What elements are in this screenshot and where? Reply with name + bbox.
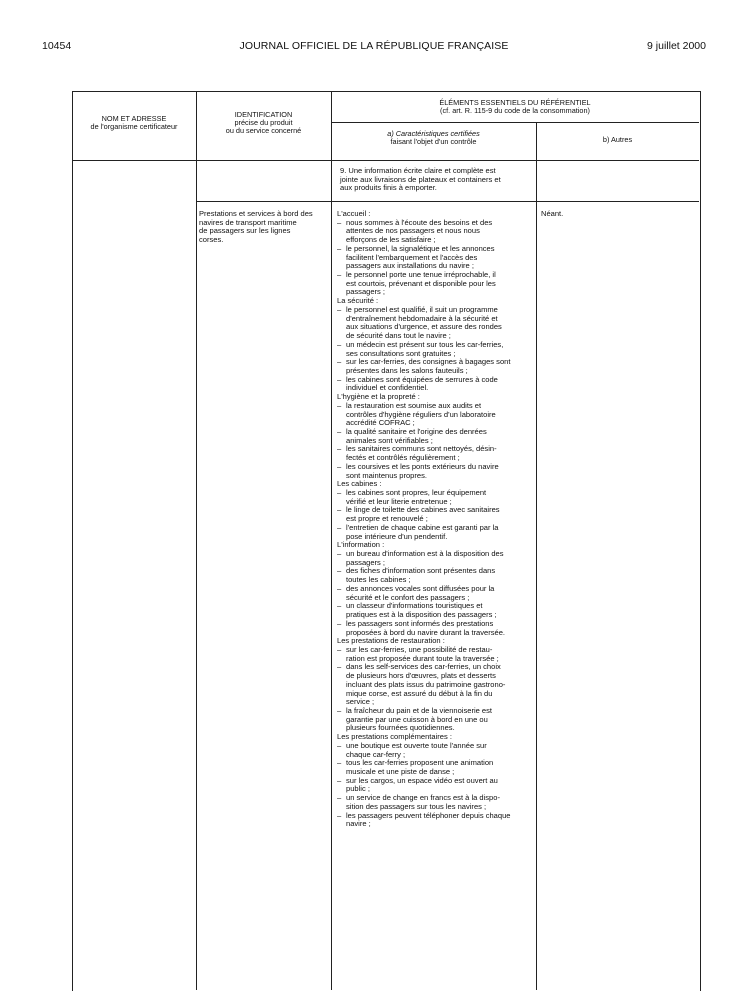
list-item-line: le personnel porte une tenue irréprochable, il: [346, 270, 496, 280]
list-item: [337, 742, 530, 759]
dash-bullet: –: [337, 243, 342, 253]
list-item: [337, 585, 530, 602]
header-organisme: [72, 115, 196, 131]
row1-line: aux produits finis à emporter.: [340, 183, 437, 193]
dash-bullet: –: [337, 217, 342, 227]
list-item-line: passagers ;: [346, 287, 386, 297]
row-divider: [72, 160, 699, 161]
dash-bullet: –: [337, 758, 342, 768]
list-item-text: [346, 271, 530, 297]
dash-bullet: –: [337, 461, 342, 471]
list-item-text: [346, 742, 530, 759]
list-item-line: sur les car-ferries, des consignes à bagages sont: [346, 357, 511, 367]
list-item: [337, 506, 530, 523]
list-item: [337, 219, 530, 245]
dash-bullet: –: [337, 374, 342, 384]
dash-bullet: –: [337, 426, 342, 436]
list-item-text: [346, 646, 530, 663]
dash-bullet: –: [337, 740, 342, 750]
list-item-text: [346, 550, 530, 567]
product-line: Prestations et services à bord des: [199, 209, 313, 218]
list-item: [337, 271, 530, 297]
list-item: [337, 777, 530, 794]
section-heading: Les cabines :: [337, 479, 382, 489]
list-item-line: un service de change en francs est à la dispo-: [346, 793, 500, 803]
column-divider: [331, 91, 332, 990]
list-item-line: un médecin est présent sur tous les car-ferries,: [346, 339, 504, 349]
list-item-line: sition des passagers sur tous les navires ;: [346, 801, 487, 811]
list-item-line: passagers ;: [346, 557, 386, 567]
list-item-text: [346, 794, 530, 811]
row1-line: jointe aux livraisons de plateaux et containers et: [340, 174, 501, 184]
column-divider: [196, 91, 197, 990]
list-item-text: [346, 567, 530, 584]
list-item: [337, 602, 530, 619]
dash-bullet: –: [337, 601, 342, 611]
list-item-text: [346, 306, 530, 341]
list-item: [337, 812, 530, 829]
list-item: [337, 550, 530, 567]
list-item: [337, 759, 530, 776]
list-item-line: la fraîcheur du pain et de la viennoiserie est: [346, 705, 492, 715]
list-item-text: [346, 620, 530, 637]
list-item-text: [346, 376, 530, 393]
list-item-line: attentes de nos passagers et nous nous: [346, 226, 480, 236]
list-item-line: contrôles d'hygiène réguliers d'un laboratoire: [346, 409, 496, 419]
dash-bullet: –: [337, 488, 342, 497]
product-line: corses.: [199, 235, 224, 245]
page-number: 10454: [42, 40, 72, 52]
list-item-line: d'entraînement hebdomadaire à la sécurité et: [346, 313, 498, 323]
row2-characteristics: [337, 210, 530, 829]
list-item-text: [346, 219, 530, 245]
list-item: [337, 567, 530, 584]
journal-title: JOURNAL OFFICIEL DE LA RÉPUBLIQUE FRANÇAISE: [239, 40, 509, 52]
list-item-line: tous les car-ferries proposent une animation: [346, 758, 494, 768]
list-item: [337, 707, 530, 733]
row-divider: [331, 122, 699, 123]
header-identification-line3: ou du service concerné: [225, 126, 302, 136]
row2-other: Néant.: [541, 209, 564, 218]
list-item-text: [346, 428, 530, 445]
list-item-line: chaque car-ferry ;: [346, 749, 406, 759]
list-item-line: aux situations d'urgence, et assure des rondes: [346, 322, 502, 332]
list-item-line: facilitent l'embarquement et l'accès des: [346, 252, 478, 262]
dash-bullet: –: [337, 810, 342, 820]
dash-bullet: –: [337, 566, 342, 576]
list-item-line: les sanitaires communs sont nettoyés, désin-: [346, 444, 497, 454]
list-item-line: individuel et confidentiel.: [346, 383, 429, 393]
list-item-line: le personnel est qualifié, il suit un programme: [346, 304, 498, 314]
dash-bullet: –: [337, 644, 342, 654]
row1-line: 9. Une information écrite claire et complète est: [340, 166, 496, 175]
list-item-text: [346, 777, 530, 794]
list-item-line: les cabines sont équipées de serrures à code: [346, 374, 498, 384]
list-item-line: sont maintenus propres.: [346, 470, 427, 480]
dash-bullet: –: [337, 705, 342, 715]
list-item-line: de plusieurs hors d'œuvres, plats et desserts: [346, 671, 496, 681]
list-item: [337, 402, 530, 428]
dash-bullet: –: [337, 270, 342, 280]
list-item-line: service ;: [346, 697, 375, 707]
list-item-text: [346, 602, 530, 619]
dash-bullet: –: [337, 549, 342, 559]
section-heading: L'information :: [337, 540, 385, 550]
list-item-line: efforçons de les satisfaire ;: [346, 235, 436, 245]
list-item-line: est propre et renouvelé ;: [346, 514, 428, 524]
list-item-text: [346, 358, 530, 375]
row2-product: [199, 210, 327, 245]
list-item-line: des fiches d'information sont présentes dans: [346, 566, 496, 576]
dash-bullet: –: [337, 583, 342, 593]
list-item-line: accrédité COFRAC ;: [346, 418, 415, 428]
list-item-line: l'entretien de chaque cabine est garanti par la: [346, 522, 499, 532]
header-sub-a-line2: faisant l'objet d'un contrôle: [390, 137, 477, 147]
list-item-line: sécurité et le confort des passagers ;: [346, 592, 470, 602]
header-identification-line1: IDENTIFICATION: [234, 110, 293, 119]
list-item-text: [346, 524, 530, 541]
list-item: [337, 376, 530, 393]
header-organisme-line2: de l'organisme certificateur: [90, 122, 178, 132]
list-item-line: les coursives et les ponts extérieurs du navire: [346, 461, 499, 471]
list-item-line: pose intérieure d'un pendentif.: [346, 531, 448, 541]
list-item: [337, 663, 530, 707]
list-item-line: animales sont vérifiables ;: [346, 435, 433, 445]
list-item-line: garantie par une cuisson à bord en une ou: [346, 714, 488, 724]
list-item: [337, 245, 530, 271]
list-item-line: dans les self-services des car-ferries, un choix: [346, 662, 501, 672]
header-sub-b-label: b) Autres: [602, 135, 633, 144]
product-line: de passagers sur les lignes: [199, 226, 291, 236]
list-item-line: plusieurs fournées quotidiennes.: [346, 723, 455, 733]
dash-bullet: –: [337, 400, 342, 410]
list-item-line: présentes dans les salons fauteuils ;: [346, 365, 468, 375]
list-item-line: musicale et une piste de danse ;: [346, 767, 455, 776]
list-item: [337, 524, 530, 541]
list-item-line: public ;: [346, 784, 370, 794]
list-item-text: [346, 489, 530, 506]
header-sub-a-line1: a) Caractéristiques certifiées: [387, 129, 480, 138]
list-item-line: nous sommes à l'écoute des besoins et des: [346, 217, 493, 227]
list-item-text: [346, 585, 530, 602]
list-item-line: vérifié et leur literie entretenue ;: [346, 496, 452, 506]
list-item: [337, 794, 530, 811]
list-item-text: [346, 812, 530, 829]
list-item-line: pratiques est à la disposition des passagers ;: [346, 610, 497, 620]
dash-bullet: –: [337, 775, 342, 785]
row1-characteristics: [340, 167, 528, 193]
dash-bullet: –: [337, 793, 342, 803]
list-item-text: [346, 759, 530, 776]
list-item-text: [346, 245, 530, 271]
list-item-line: les passagers sont informés des prestations: [346, 618, 494, 628]
list-item-line: navire ;: [346, 819, 371, 829]
list-item-line: les passagers peuvent téléphoner depuis chaque: [346, 810, 511, 820]
header-elements: [331, 99, 699, 115]
header-elements-line2: (cf. art. R. 115-9 du code de la consommation): [440, 106, 590, 116]
list-item: [337, 646, 530, 663]
header-sub-a: [331, 130, 536, 146]
section-heading: Les prestations complémentaires :: [337, 732, 452, 742]
list-item-line: un bureau d'information est à la disposition des: [346, 549, 504, 559]
dash-bullet: –: [337, 444, 342, 454]
header-sub-b: [536, 136, 699, 144]
list-item-line: une boutique est ouverte toute l'année sur: [346, 740, 487, 750]
column-divider: [536, 122, 537, 990]
list-item-line: toutes les cabines ;: [346, 575, 411, 585]
list-item-line: mique corse, est assuré du début à la fin du: [346, 688, 493, 698]
list-item-text: [346, 707, 530, 733]
list-item-line: le personnel, la signalétique et les annonces: [346, 243, 495, 253]
list-item-line: la restauration est soumise aux audits et: [346, 400, 482, 410]
list-item: [337, 489, 530, 506]
dash-bullet: –: [337, 304, 342, 314]
list-item: [337, 358, 530, 375]
header-elements-line1: ÉLÉMENTS ESSENTIELS DU RÉFÉRENTIEL: [439, 98, 591, 107]
list-item: [337, 463, 530, 480]
list-item-line: ses consultations sont gratuites ;: [346, 348, 456, 358]
list-item: [337, 306, 530, 341]
header-identification-line2: précise du produit: [234, 118, 293, 128]
list-item-text: [346, 463, 530, 480]
product-line: navires de transport maritime: [199, 217, 297, 227]
list-item-text: [346, 445, 530, 462]
list-item-line: des annonces vocales sont diffusées pour la: [346, 583, 495, 593]
list-item-line: sur les car-ferries, une possibilité de restau-: [346, 644, 493, 654]
list-item-line: les cabines sont propres, leur équipement: [346, 488, 487, 497]
row-divider: [196, 201, 699, 202]
list-item: [337, 620, 530, 637]
header-identification: [196, 111, 331, 136]
list-item: [337, 445, 530, 462]
dash-bullet: –: [337, 522, 342, 532]
dash-bullet: –: [337, 618, 342, 628]
list-item: [337, 341, 530, 358]
dash-bullet: –: [337, 339, 342, 349]
list-item-line: sur les cargos, un espace vidéo est ouvert au: [346, 775, 498, 785]
list-item-text: [346, 341, 530, 358]
section-heading: L'accueil :: [337, 209, 371, 218]
list-item-line: le linge de toilette des cabines avec sanitaires: [346, 505, 500, 515]
section-heading: Les prestations de restauration :: [337, 636, 445, 646]
list-item: [337, 428, 530, 445]
list-item-line: un classeur d'informations touristiques et: [346, 601, 483, 611]
list-item-text: [346, 506, 530, 523]
list-item-line: fectés et contrôlés régulièrement ;: [346, 453, 460, 463]
header-organisme-line1: NOM ET ADRESSE: [101, 114, 167, 123]
list-item-line: proposées à bord du navire durant la traversée.: [346, 627, 506, 637]
list-item-line: incluant des plats issus du patrimoine gastrono-: [346, 679, 506, 689]
section-heading: La sécurité :: [337, 296, 379, 306]
dash-bullet: –: [337, 357, 342, 367]
dash-bullet: –: [337, 662, 342, 672]
list-item-text: [346, 663, 530, 707]
dash-bullet: –: [337, 505, 342, 515]
list-item-line: ration est proposée durant toute la traversée ;: [346, 653, 499, 663]
list-item-text: [346, 402, 530, 428]
list-item-line: de sécurité dans tout le navire ;: [346, 331, 451, 341]
section-heading: L'hygiène et la propreté :: [337, 392, 420, 402]
publication-date: 9 juillet 2000: [647, 40, 706, 52]
list-item-line: passagers aux installations du navire ;: [346, 261, 474, 271]
list-item-line: la qualité sanitaire et l'origine des denrées: [346, 426, 487, 436]
list-item-line: est courtois, prévenant et disponible pour les: [346, 278, 496, 288]
